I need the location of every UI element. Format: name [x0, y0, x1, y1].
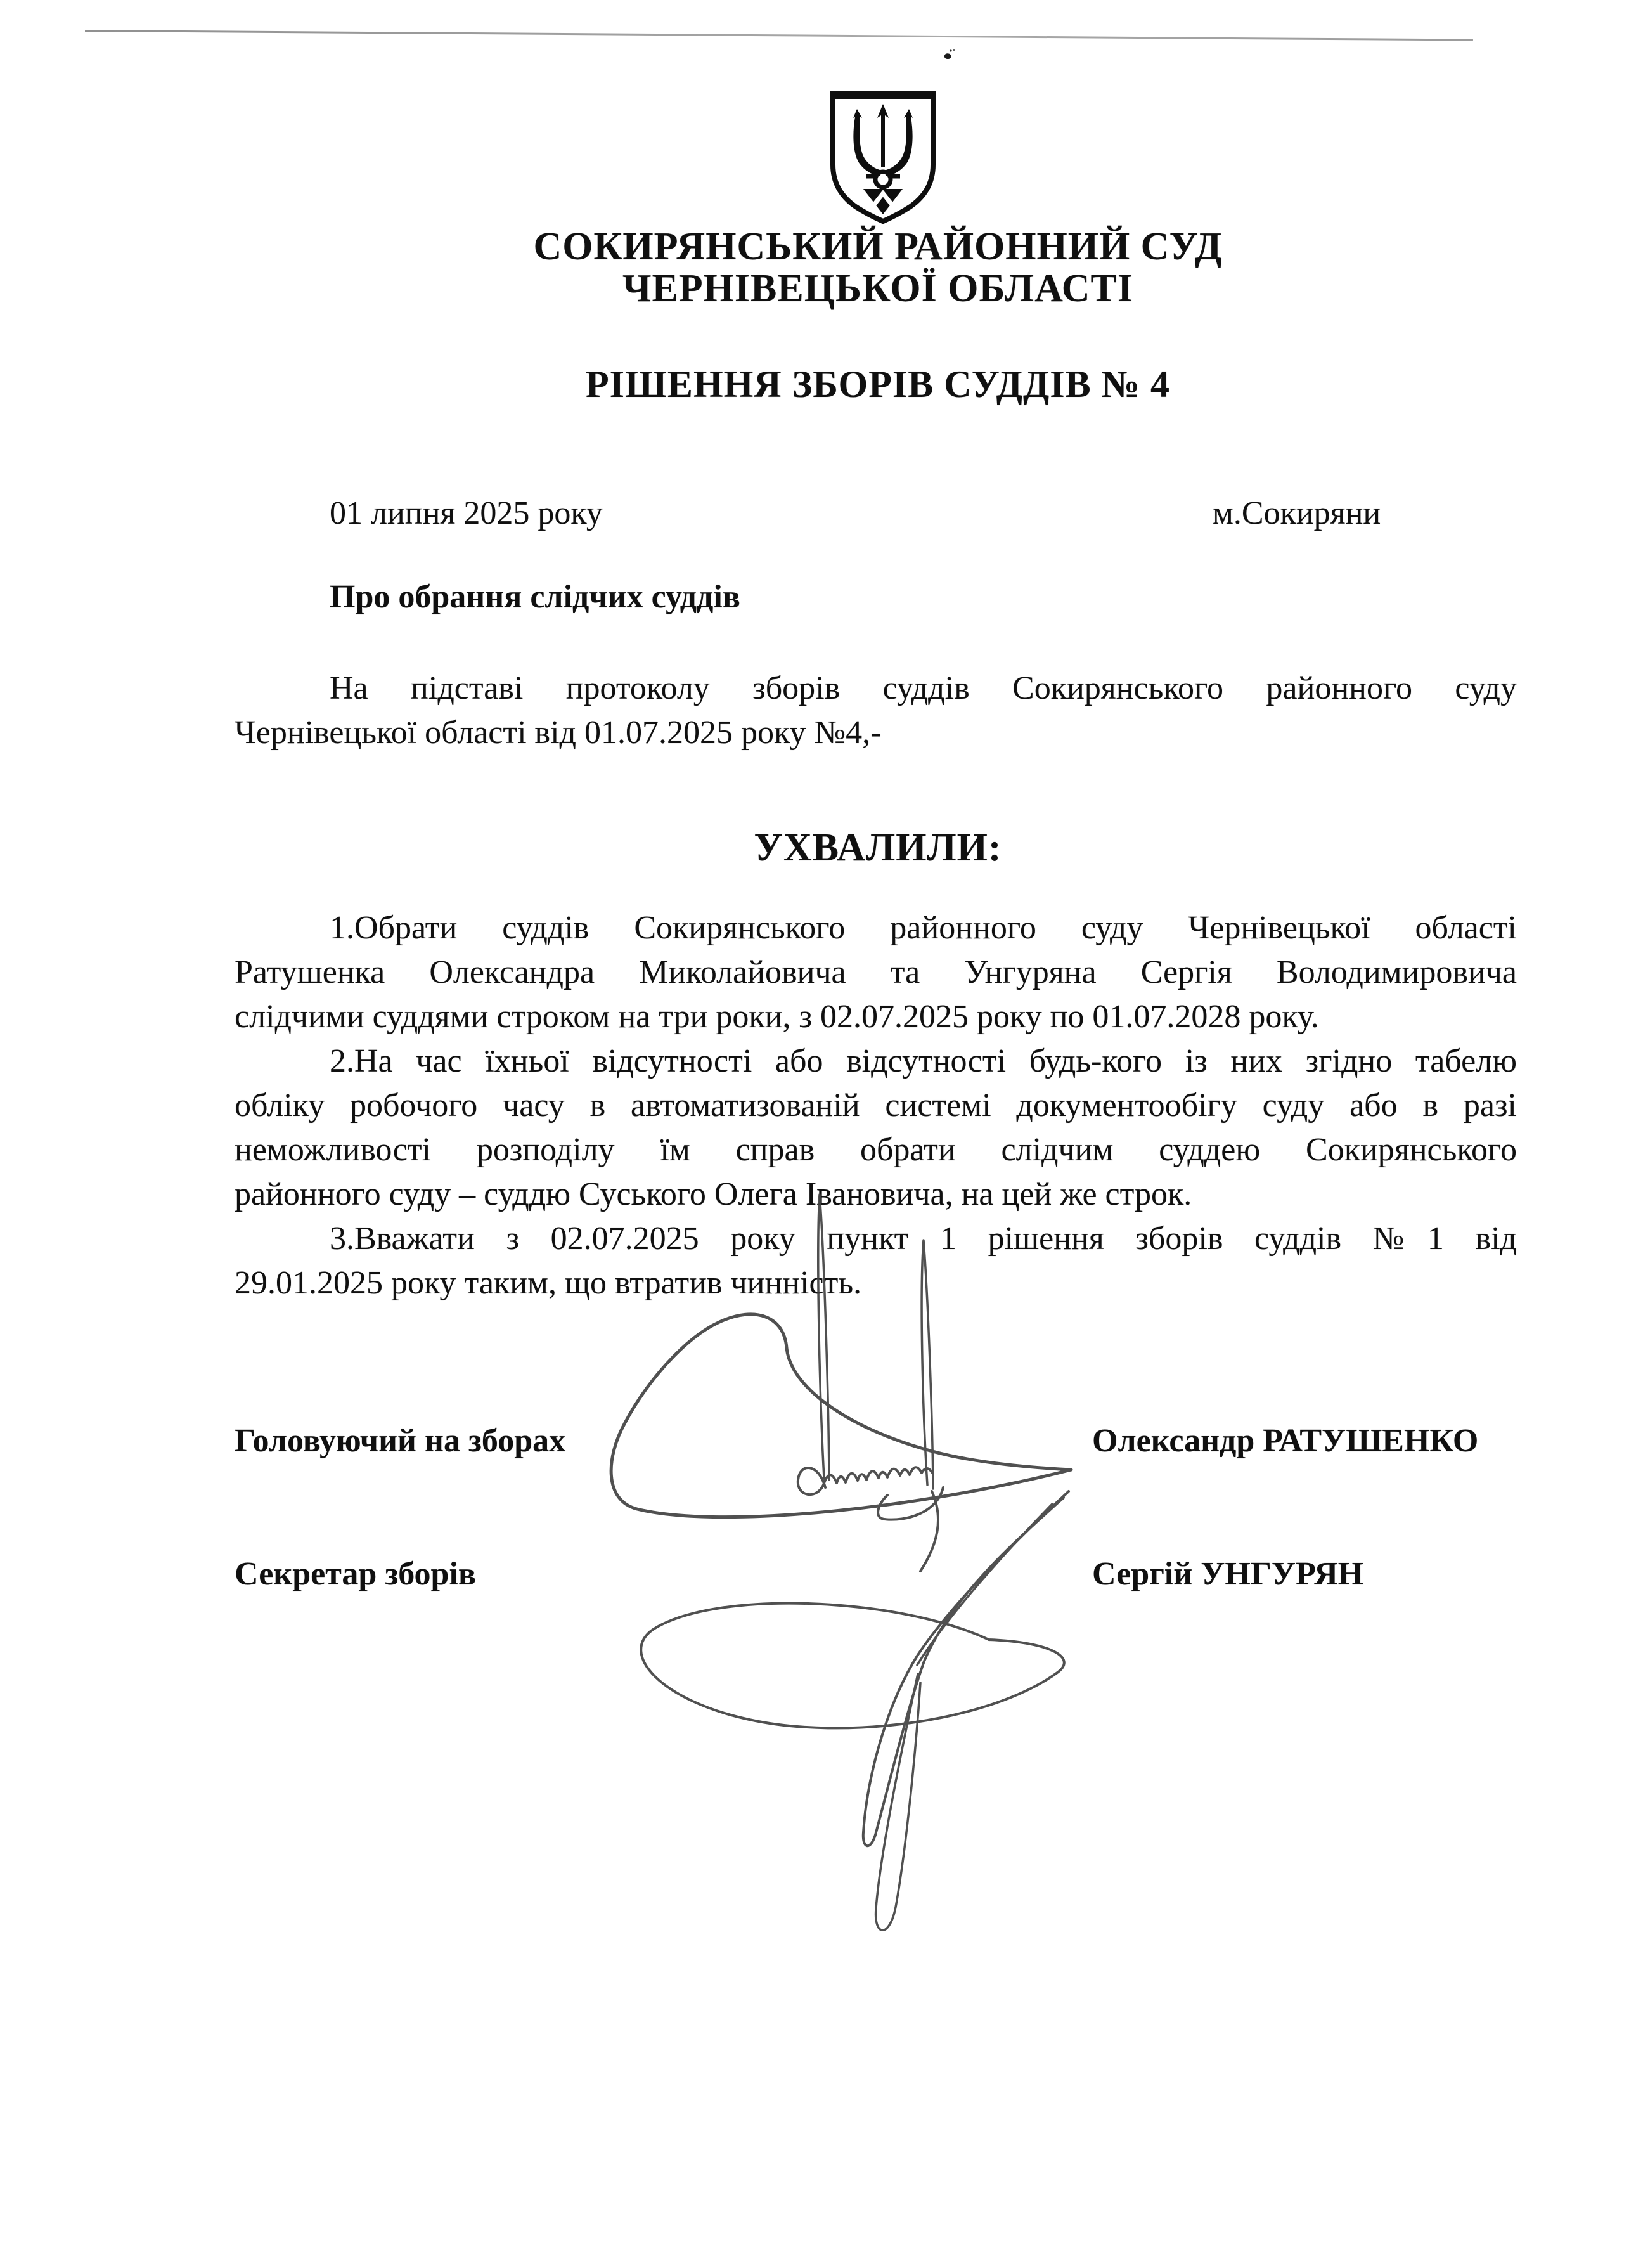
item-line: 1.Обрати суддів Сокирянського районного суду Чернівецької області — [330, 910, 1517, 946]
signatory-role: Секретар зборів — [235, 1556, 476, 1592]
resolution-item-3 — [235, 1217, 1517, 1306]
court-name-line1: СОКИРЯНСЬКИЙ РАЙОННИЙ СУД — [533, 225, 1223, 268]
item-line: обліку робочого часу в автоматизованій системі документообігу суду або в разі — [235, 1087, 1517, 1124]
item-line: 3.Вважати з 02.07.2025 року пункт 1 рішення зборів суддів №1 від — [330, 1221, 1517, 1257]
ukraine-trident-emblem-icon — [829, 90, 937, 224]
court-header — [235, 226, 1521, 309]
document-date: 01 липня 2025 року — [330, 495, 603, 531]
item-line: Ратушенка Олександра Миколайовича та Унгуряна Сергія Володимировича — [235, 954, 1517, 990]
intro-line: На підставі протоколу зборів суддів Сокирянського районного суду — [330, 670, 1517, 706]
item-line: 29.01.2025 року таким, що втратив чинність. — [235, 1265, 862, 1301]
document-title: РІШЕННЯ ЗБОРІВ СУДДІВ № 4 — [586, 363, 1170, 405]
item-line: районного суду – суддю Суського Олега Івановича, на цей же строк. — [235, 1176, 1192, 1212]
item-line: неможливості розподілу їм справ обрати слідчим суддею Сокирянського — [235, 1132, 1517, 1168]
document-place: м.Сокиряни — [1213, 495, 1381, 531]
item-line: 2.На час їхньої відсутності або відсутності будь-кого із них згідно табелю — [330, 1043, 1517, 1079]
item-line: слідчими суддями строком на три роки, з 02.07.2025 року по 01.07.2028 року. — [235, 999, 1319, 1035]
ink-speck — [943, 48, 956, 62]
signatory-name: Олександр РАТУШЕНКО — [1092, 1423, 1479, 1459]
signatory-row-chairman — [235, 1422, 1521, 1460]
signatory-row-secretary — [235, 1555, 1521, 1593]
resolved-heading: УХВАЛИЛИ: — [754, 826, 1002, 869]
document-subject: Про обрання слідчих суддів — [330, 579, 740, 615]
resolution-item-1 — [235, 906, 1517, 1039]
resolution-items — [235, 906, 1517, 1306]
intro-paragraph — [235, 666, 1517, 755]
signatory-name: Сергій УНГУРЯН — [1092, 1556, 1364, 1592]
court-name-line2: ЧЕРНІВЕЦЬКОЇ ОБЛАСТІ — [622, 267, 1134, 310]
intro-line: Чернівецької області від 01.07.2025 року №4,- — [235, 715, 882, 751]
signatory-role: Головуючий на зборах — [235, 1423, 566, 1459]
scan-artifact-line — [85, 30, 1473, 41]
resolution-item-2 — [235, 1039, 1517, 1217]
